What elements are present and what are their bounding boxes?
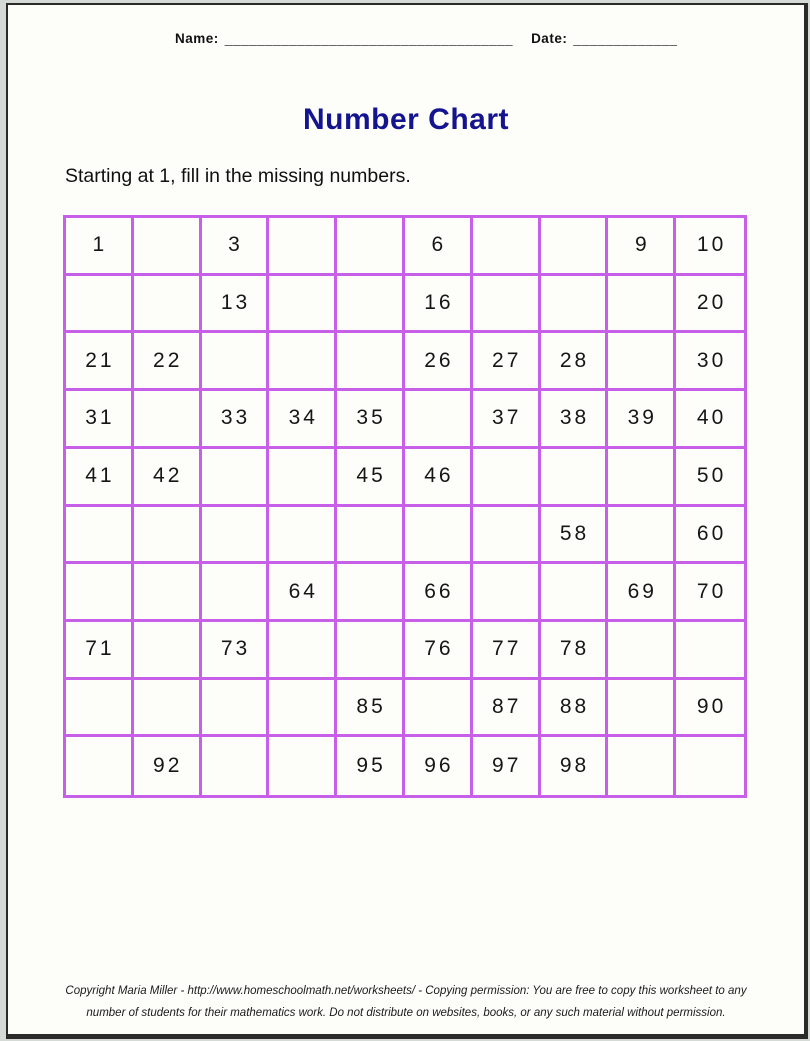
grid-cell-blank[interactable] — [608, 276, 676, 334]
grid-cell-filled: 46 — [405, 449, 473, 507]
grid-cell-blank[interactable] — [541, 276, 609, 334]
grid-cell-blank[interactable] — [269, 680, 337, 738]
grid-cell-filled: 38 — [541, 391, 609, 449]
grid-cell-blank[interactable] — [134, 680, 202, 738]
grid-cell-filled: 35 — [337, 391, 405, 449]
grid-cell-blank[interactable] — [269, 333, 337, 391]
grid-cell-blank[interactable] — [405, 391, 473, 449]
footer-line-1: Copyright Maria Miller - http://www.homeschoolmath.net/worksheets/ - Copying permission: You are free to copy this worksheet to any — [65, 985, 747, 997]
grid-cell-filled: 85 — [337, 680, 405, 738]
grid-cell-filled: 33 — [202, 391, 270, 449]
grid-cell-blank[interactable] — [337, 507, 405, 565]
grid-cell-filled: 31 — [66, 391, 134, 449]
grid-cell-filled: 97 — [473, 737, 541, 795]
instruction-text: Starting at 1, fill in the missing numbers. — [65, 165, 411, 187]
grid-cell-blank[interactable] — [202, 449, 270, 507]
grid-cell-blank[interactable] — [608, 737, 676, 795]
grid-cell-filled: 71 — [66, 622, 134, 680]
grid-cell-blank[interactable] — [608, 680, 676, 738]
grid-cell-filled: 13 — [202, 276, 270, 334]
grid-cell-blank[interactable] — [473, 449, 541, 507]
grid-cell-filled: 16 — [405, 276, 473, 334]
grid-cell-blank[interactable] — [676, 737, 744, 795]
date-label: Date: — [531, 31, 568, 46]
grid-cell-blank[interactable] — [66, 276, 134, 334]
grid-cell-blank[interactable] — [473, 218, 541, 276]
grid-cell-filled: 27 — [473, 333, 541, 391]
grid-cell-blank[interactable] — [608, 507, 676, 565]
grid-cell-blank[interactable] — [134, 622, 202, 680]
grid-cell-blank[interactable] — [134, 276, 202, 334]
grid-cell-filled: 58 — [541, 507, 609, 565]
grid-cell-filled: 20 — [676, 276, 744, 334]
grid-cell-filled: 78 — [541, 622, 609, 680]
grid-cell-filled: 9 — [608, 218, 676, 276]
grid-cell-filled: 41 — [66, 449, 134, 507]
grid-cell-filled: 95 — [337, 737, 405, 795]
grid-cell-blank[interactable] — [202, 333, 270, 391]
name-blank-line[interactable]: ____________________________________ — [224, 31, 514, 46]
grid-cell-blank[interactable] — [134, 391, 202, 449]
grid-cell-filled: 10 — [676, 218, 744, 276]
grid-cell-filled: 28 — [541, 333, 609, 391]
grid-cell-filled: 88 — [541, 680, 609, 738]
grid-cell-blank[interactable] — [337, 333, 405, 391]
grid-cell-filled: 39 — [608, 391, 676, 449]
grid-cell-blank[interactable] — [473, 564, 541, 622]
grid-cell-filled: 90 — [676, 680, 744, 738]
page-title: Number Chart — [302, 103, 510, 136]
grid-cell-filled: 21 — [66, 333, 134, 391]
worksheet-page — [6, 3, 808, 1039]
grid-cell-blank[interactable] — [269, 622, 337, 680]
grid-cell-filled: 26 — [405, 333, 473, 391]
grid-cell-filled: 70 — [676, 564, 744, 622]
grid-cell-filled: 42 — [134, 449, 202, 507]
date-blank-line[interactable]: _____________ — [573, 31, 678, 46]
grid-cell-filled: 96 — [405, 737, 473, 795]
grid-cell-filled: 40 — [676, 391, 744, 449]
number-grid — [63, 215, 747, 798]
footer-line-2: number of students for their mathematics work. Do not distribute on websites, books, or any such material without permission. — [86, 1007, 726, 1019]
grid-cell-filled: 34 — [269, 391, 337, 449]
grid-cell-blank[interactable] — [269, 218, 337, 276]
grid-cell-blank[interactable] — [608, 449, 676, 507]
grid-cell-filled: 77 — [473, 622, 541, 680]
grid-cell-filled: 92 — [134, 737, 202, 795]
grid-cell-blank[interactable] — [269, 276, 337, 334]
grid-cell-blank[interactable] — [473, 507, 541, 565]
grid-cell-blank[interactable] — [405, 507, 473, 565]
grid-cell-blank[interactable] — [202, 737, 270, 795]
grid-cell-filled: 30 — [676, 333, 744, 391]
grid-cell-blank[interactable] — [269, 737, 337, 795]
grid-cell-blank[interactable] — [134, 564, 202, 622]
grid-cell-blank[interactable] — [202, 564, 270, 622]
grid-cell-blank[interactable] — [134, 218, 202, 276]
grid-cell-filled: 73 — [202, 622, 270, 680]
grid-cell-blank[interactable] — [473, 276, 541, 334]
grid-cell-filled: 98 — [541, 737, 609, 795]
footer — [8, 980, 804, 1024]
grid-cell-blank[interactable] — [608, 622, 676, 680]
name-date-row — [175, 31, 677, 46]
grid-cell-blank[interactable] — [66, 507, 134, 565]
grid-cell-filled: 22 — [134, 333, 202, 391]
grid-cell-blank[interactable] — [676, 622, 744, 680]
grid-cell-blank[interactable] — [269, 507, 337, 565]
grid-cell-filled: 37 — [473, 391, 541, 449]
grid-cell-filled: 45 — [337, 449, 405, 507]
grid-cell-filled: 60 — [676, 507, 744, 565]
grid-cell-filled: 69 — [608, 564, 676, 622]
grid-cell-blank[interactable] — [134, 507, 202, 565]
grid-cell-blank[interactable] — [541, 218, 609, 276]
grid-cell-blank[interactable] — [66, 737, 134, 795]
grid-cell-blank[interactable] — [66, 564, 134, 622]
grid-cell-filled: 6 — [405, 218, 473, 276]
grid-cell-blank[interactable] — [269, 449, 337, 507]
grid-cell-blank[interactable] — [337, 276, 405, 334]
grid-cell-filled: 3 — [202, 218, 270, 276]
grid-cell-blank[interactable] — [337, 622, 405, 680]
grid-cell-filled: 76 — [405, 622, 473, 680]
name-label: Name: — [175, 31, 219, 46]
grid-cell-blank[interactable] — [66, 680, 134, 738]
grid-cell-blank[interactable] — [202, 507, 270, 565]
grid-cell-blank[interactable] — [541, 564, 609, 622]
grid-cell-blank[interactable] — [541, 449, 609, 507]
grid-cell-blank[interactable] — [405, 680, 473, 738]
grid-cell-filled: 64 — [269, 564, 337, 622]
grid-cell-filled: 66 — [405, 564, 473, 622]
grid-cell-blank[interactable] — [608, 333, 676, 391]
grid-cell-blank[interactable] — [337, 564, 405, 622]
grid-cell-filled: 50 — [676, 449, 744, 507]
grid-cell-filled: 87 — [473, 680, 541, 738]
grid-cell-blank[interactable] — [337, 218, 405, 276]
grid-cell-filled: 1 — [66, 218, 134, 276]
grid-cell-blank[interactable] — [202, 680, 270, 738]
